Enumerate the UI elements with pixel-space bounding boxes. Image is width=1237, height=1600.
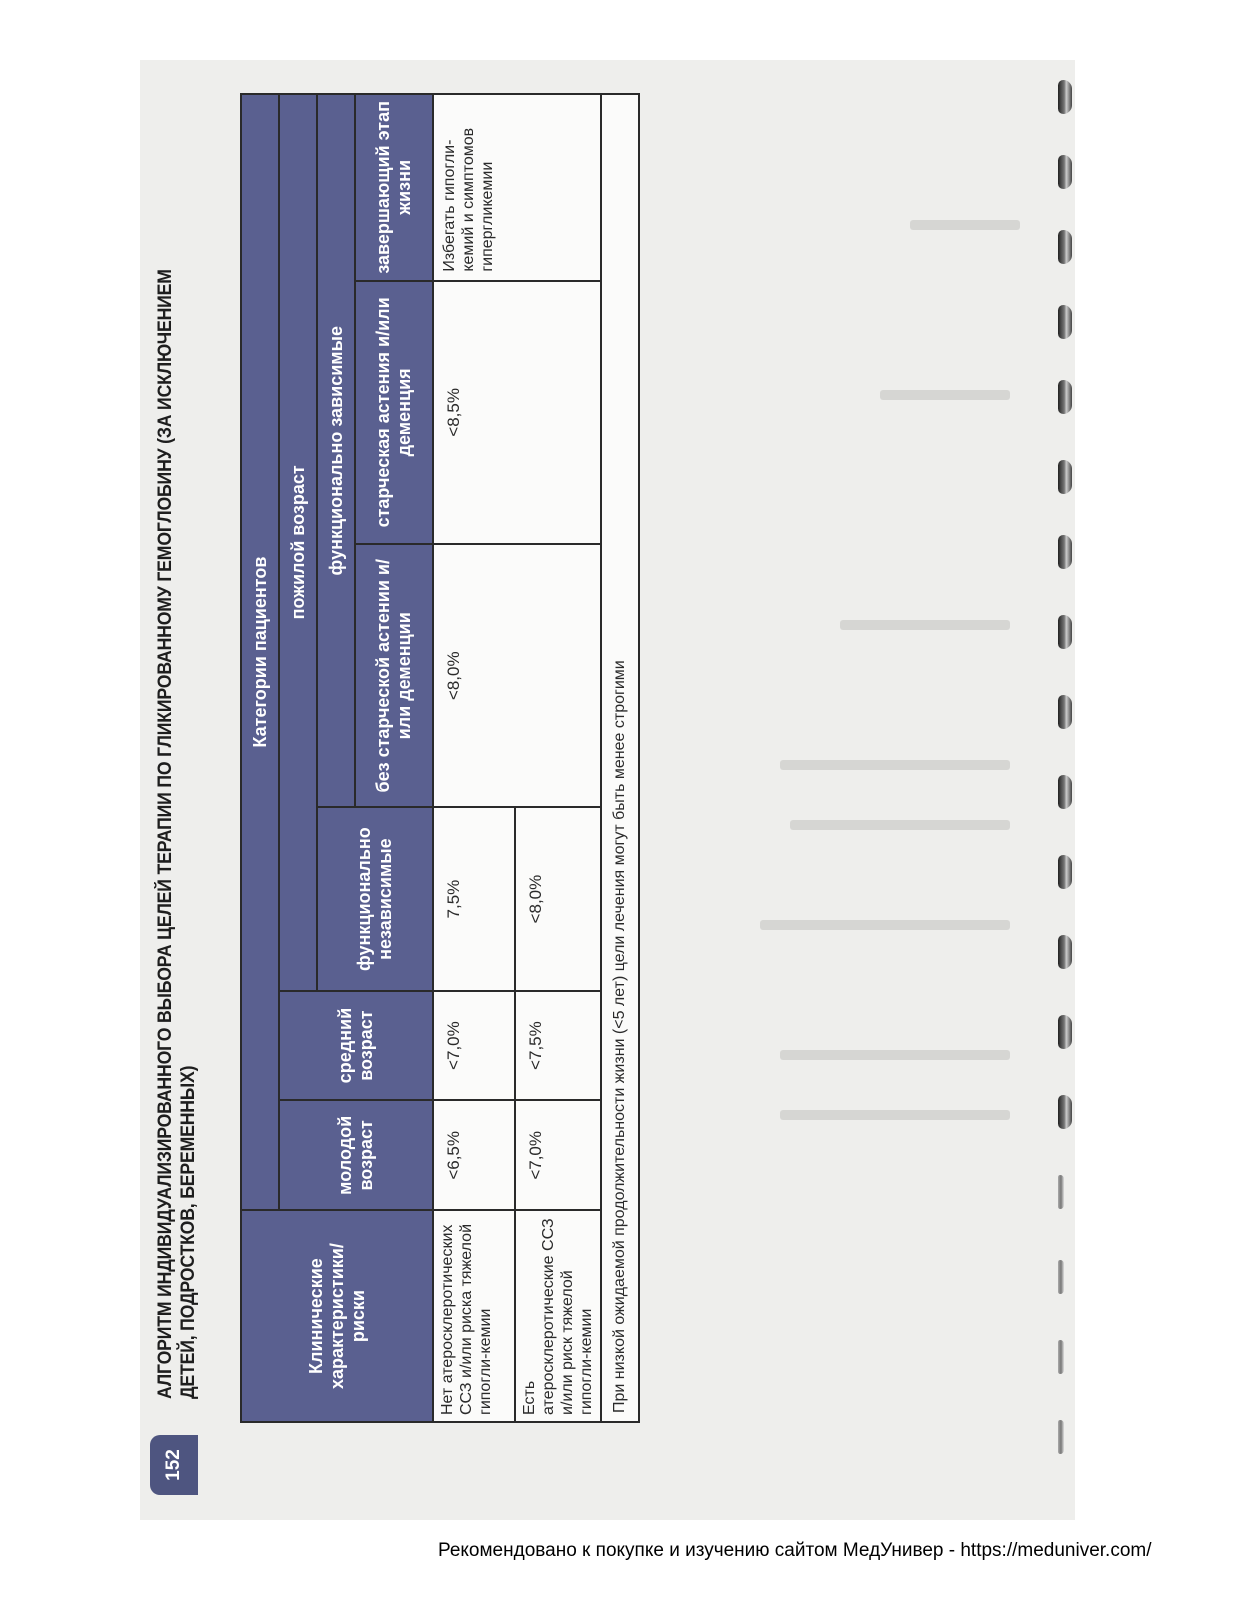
page-number: 152 <box>150 1435 198 1495</box>
row-label: Есть атеросклеротические ССЗ и/или риск тяжелой гипогли-кемии <box>515 1210 601 1422</box>
cell-end-of-life: Избегать гипогли-кемий и симптомов гипергликемии <box>433 94 601 281</box>
spiral-binding <box>1040 70 1075 1490</box>
cell-independent: 7,5% <box>433 807 515 990</box>
cell-frailty: <8,5% <box>433 281 601 544</box>
header-elderly: пожилой возраст <box>279 94 317 991</box>
cell-young: <7,0% <box>515 1100 601 1210</box>
cell-no-frailty: <8,0% <box>433 544 601 807</box>
corner-header: Клинические характеристики/риски <box>241 1210 433 1422</box>
hba1c-targets-table <box>240 93 640 1423</box>
cell-independent: <8,0% <box>515 807 601 990</box>
page-title: АЛГОРИТМ ИНДИВИДУАЛИЗИРОВАННОГО ВЫБОРА ЦЕЛЕЙ ТЕРАПИИ ПО ГЛИКИРОВАННОМУ ГЕМОГЛОБИНУ (ЗА ИСКЛЮЧЕНИЕМ ДЕТЕЙ, ПОДРОСТКОВ, БЕРЕМЕННЫХ) <box>155 269 199 1399</box>
header-func-independent: функционально независимые <box>317 807 433 990</box>
header-no-frailty: без старческой астении и/или деменции <box>355 544 433 807</box>
header-end-of-life: завершающий этап жизни <box>355 94 433 281</box>
categories-header: Категории пациентов <box>241 94 279 1210</box>
table-footnote: При низкой ожидаемой продолжительности жизни (<5 лет) цели лечения могут быть менее строгими <box>601 94 639 1422</box>
cell-middle: <7,5% <box>515 991 601 1101</box>
footer-recommendation: Рекомендовано к покупке и изучению сайтом МедУнивер - https://meduniver.com/ <box>438 1540 1152 1561</box>
cell-young: <6,5% <box>433 1100 515 1210</box>
header-middle: средний возраст <box>279 991 433 1101</box>
header-func-dependent: функционально зависимые <box>317 94 355 807</box>
rotated-page-content <box>150 95 650 1495</box>
row-label: Нет атеросклеротических ССЗ и/или риска тяжелой гипогли-кемии <box>433 1210 515 1422</box>
table-row <box>433 94 515 1422</box>
header-frailty: старческая астения и/или деменция <box>355 281 433 544</box>
cell-middle: <7,0% <box>433 991 515 1101</box>
header-young: молодой возраст <box>279 1100 433 1210</box>
